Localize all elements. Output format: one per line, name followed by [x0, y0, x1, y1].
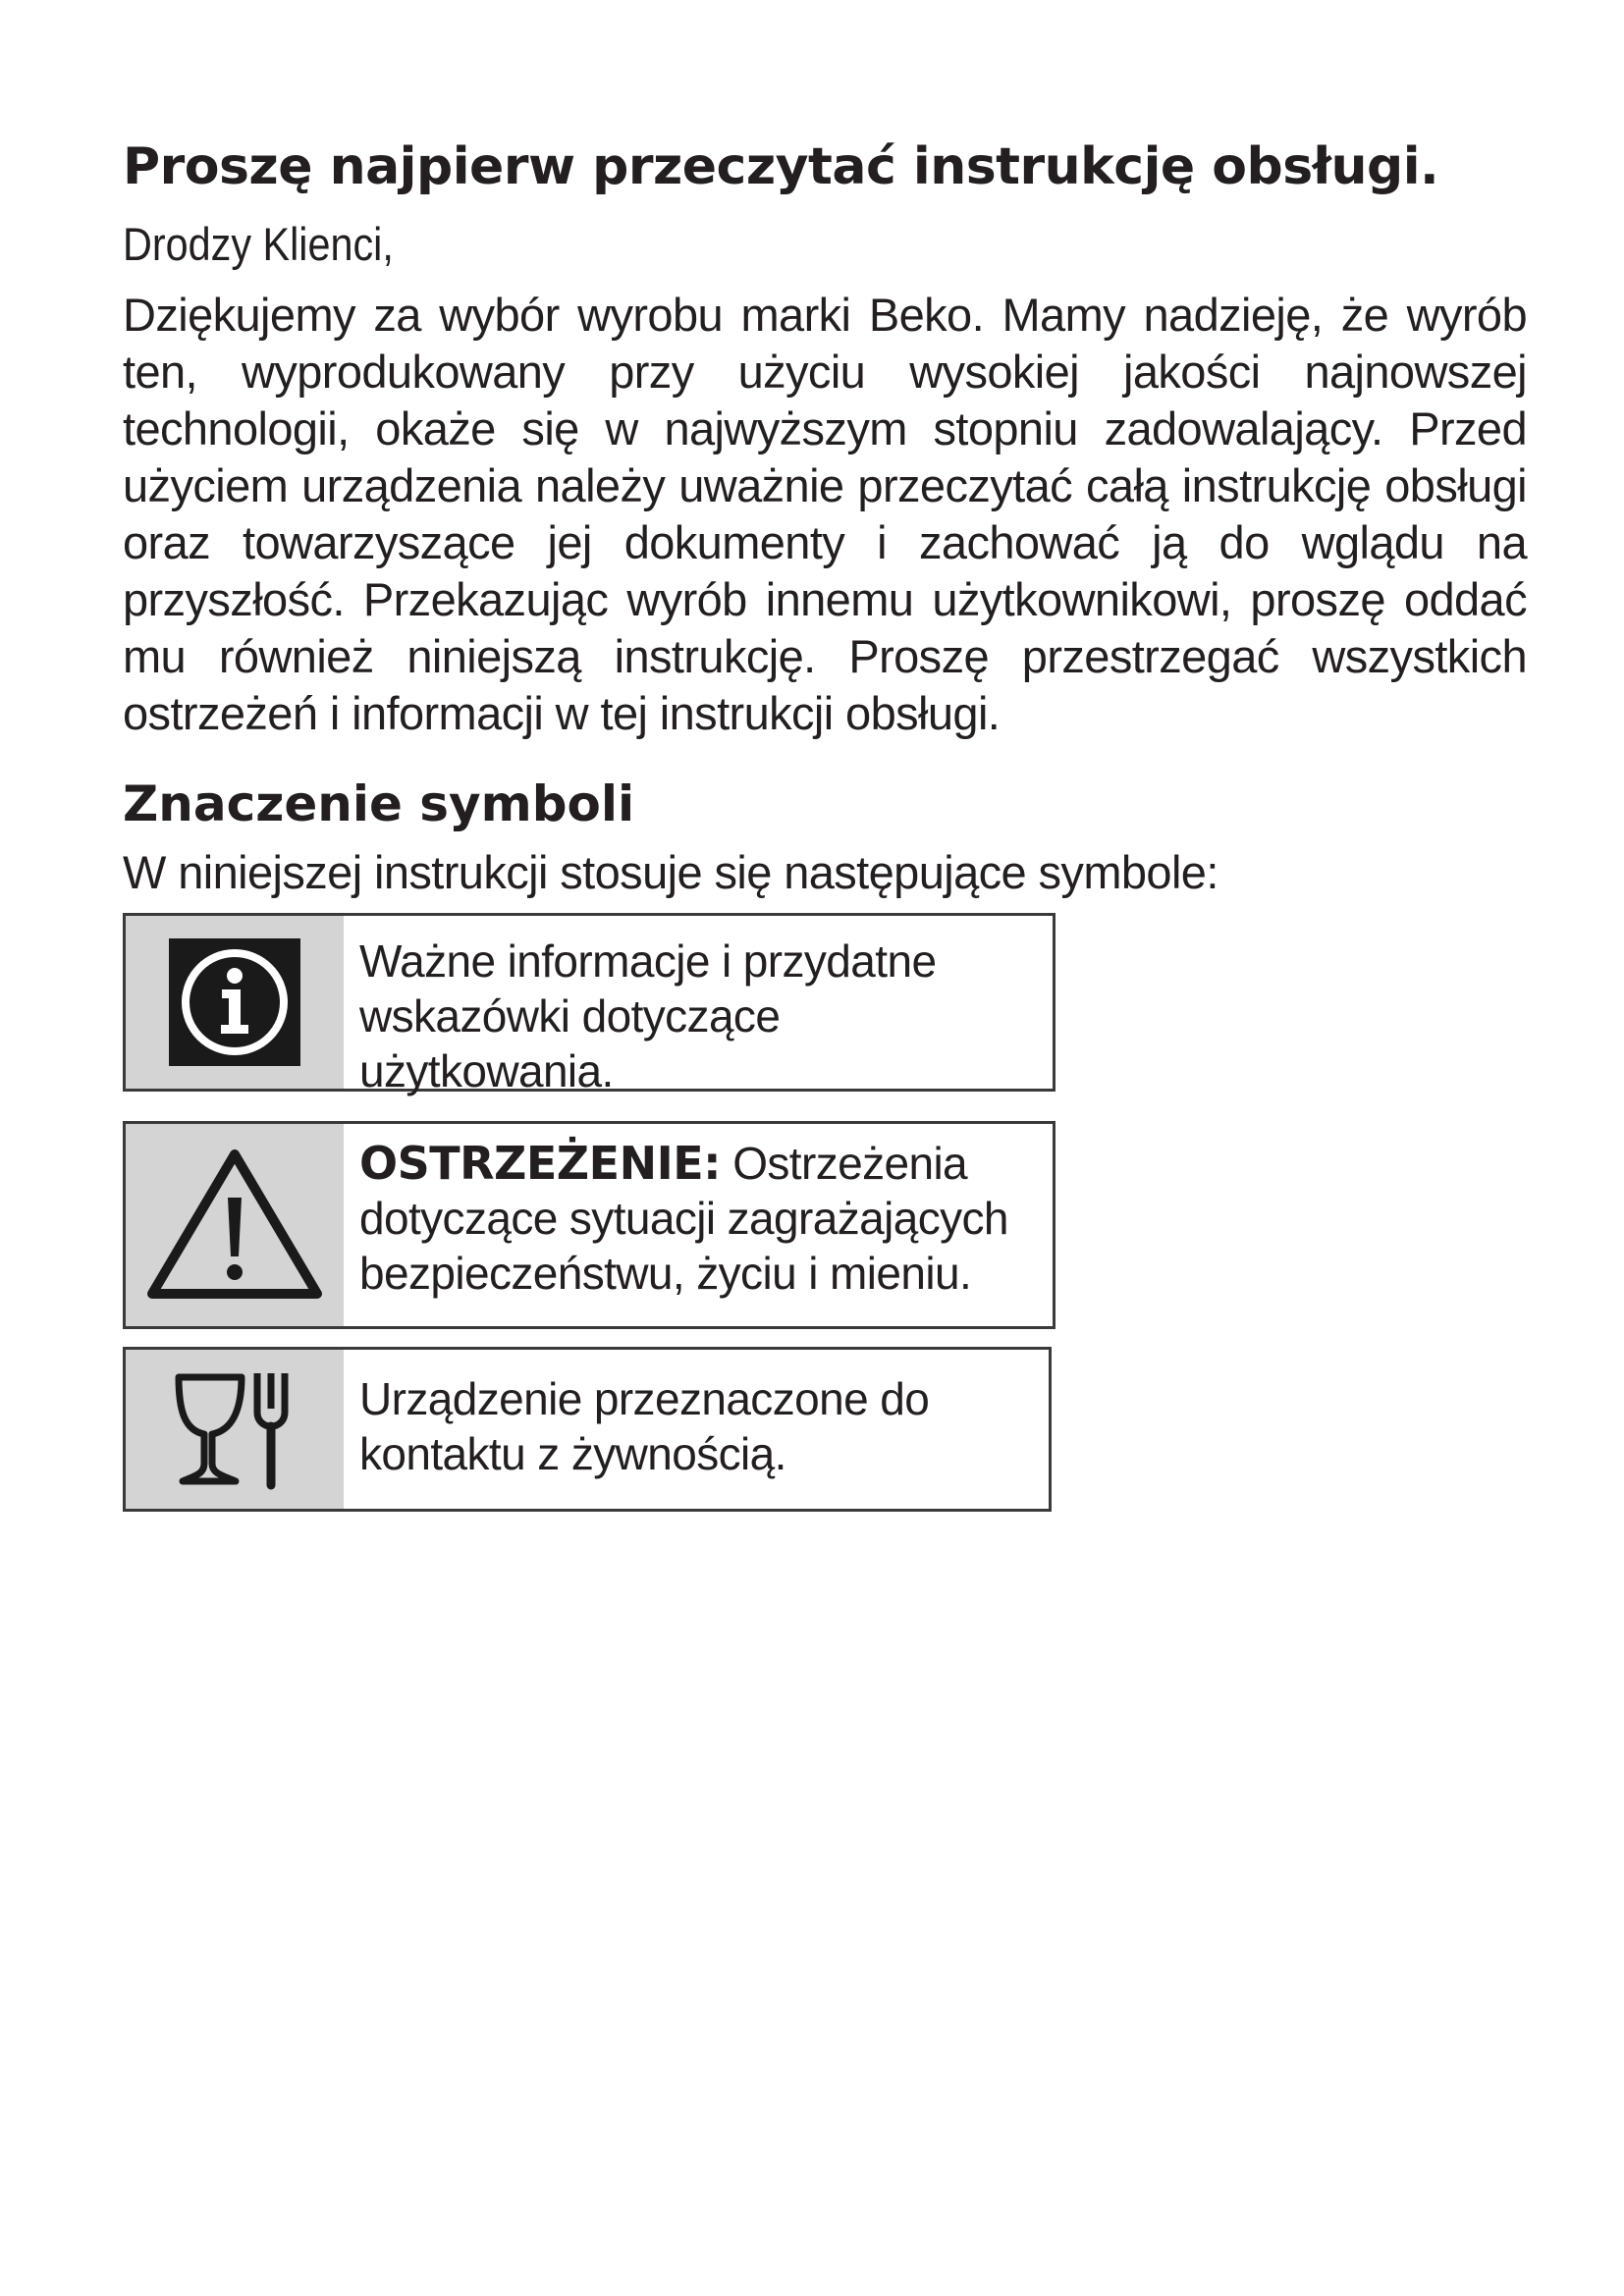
food-contact-icon: [171, 1365, 298, 1493]
symbols-section-title: Znaczenie symboli: [123, 775, 635, 832]
symbol-warning-text-block: [344, 1124, 1053, 1326]
symbol-icon-cell: [126, 916, 344, 1089]
symbol-box-warning: [123, 1121, 1056, 1329]
symbols-intro-text: W niniejszej instrukcji stosuje się następujące symbole:: [123, 846, 1218, 898]
symbol-icon-cell: [126, 1124, 344, 1326]
intro-paragraph: Dziękujemy za wybór wyrobu marki Beko. Mamy nadzieję, że wyrób ten, wyprodukowany przy użyciu wysokiej jakości najnowszej technologii, okaże się w najwyższym stopniu zadowalający. Przed użyciem urządzenia należy uważnie przeczytać całą instrukcję obsługi oraz towarzyszące jej dokumenty i zachować ją do wglądu na przyszłość. Przekazując wyrób innemu użytkownikowi, proszę oddać mu również niniejszą instrukcję. Proszę przestrzegać wszystkich ostrzeżeń i informacji w tej instrukcji obsługi.: [123, 289, 1527, 739]
manual-page: [123, 128, 1527, 1512]
symbol-box-info: [123, 913, 1056, 1096]
warning-label: OSTRZEŻENIE:: [359, 1137, 722, 1190]
symbol-warning-text: Ostrzeżenia dotyczące sytuacji zagrażających bezpieczeństwu, życiu i mieniu.: [359, 1138, 1008, 1299]
info-icon: [169, 938, 300, 1066]
page-title: Proszę najpierw przeczytać instrukcję obsługi.: [123, 137, 1439, 196]
greeting-text: Drodzy Klienci,: [123, 218, 394, 270]
symbol-food-contact-text: Urządzenie przeznaczone do kontaktu z żywnością.: [359, 1373, 930, 1479]
warning-icon: [146, 1147, 323, 1304]
symbol-box-food-contact: [123, 1347, 1052, 1512]
symbol-icon-cell: [126, 1350, 344, 1509]
symbol-info-text: Ważne informacje i przydatne wskazówki dotyczące użytkowania.: [359, 935, 937, 1096]
